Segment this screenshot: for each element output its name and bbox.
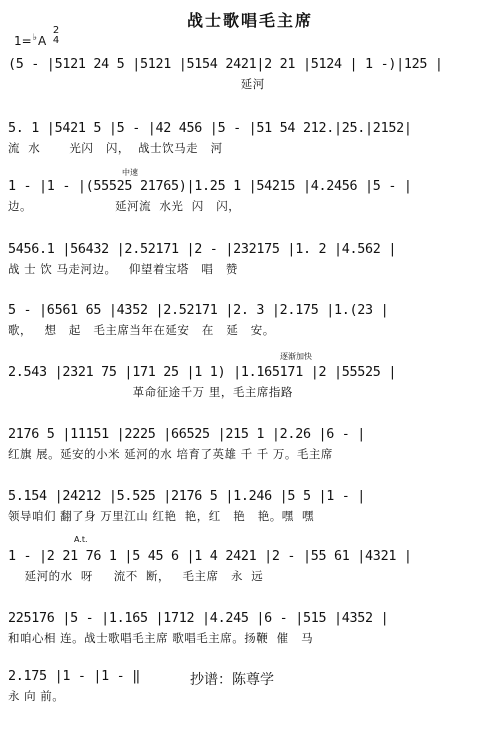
lyrics-row: 边。 延河流 水光 闪 闪，: [8, 199, 241, 213]
lyrics-row: 领导咱们 翻了身 万里江山 红艳 艳，红 艳 艳。嘿 嘿: [8, 509, 315, 523]
music-line-10: [8, 608, 494, 646]
lyrics-row: 红旗 展。延安的小米 延河的水 培育了英雄 千 千 万。毛主席: [8, 447, 333, 461]
lyrics-row: 歌， 想 起 毛主席当年在延安 在 延 安。: [8, 323, 275, 337]
transcriber-credit: 抄谱：陈尊学: [190, 672, 274, 688]
notation-row: 5. 1 |5421 5 |5 - |42 456 |5 - |51 54 212.|25.|2152|: [8, 121, 412, 136]
notation-row: 2.175 |1 - |1 - ‖: [8, 669, 140, 684]
tempo-mark-accelerando: 逐渐加快: [280, 352, 312, 361]
notation-row: 225176 |5 - |1.165 |1712 |4.245 |6 - |515 |4352 |: [8, 611, 389, 626]
lyrics-row: 永 向 前。: [8, 689, 65, 703]
music-line-1: [8, 54, 494, 92]
notation-row: 5 - |6561 65 |4352 |2.52171 |2. 3 |2.175 |1.(23 |: [8, 303, 389, 318]
music-line-6: [8, 362, 494, 400]
notation-row: 1 - |1 - |(55525 21765)|1.25 1 |54215 |4.2456 |5 - |: [8, 179, 412, 194]
music-line-7: [8, 424, 494, 462]
music-line-9: [8, 546, 494, 584]
lyrics-row: 流 水 光闪 闪， 战士饮马走 河: [8, 141, 223, 155]
tempo-mark-a-tempo: A.t.: [74, 535, 88, 544]
lyrics-row: 革命征途千万 里，毛主席指路: [8, 385, 293, 399]
music-line-11: [8, 666, 188, 704]
key-letter: A: [37, 34, 47, 48]
notation-row: 1 - |2 21 76 1 |5 45 6 |1 4 2421 |2 - |55 61 |4321 |: [8, 549, 412, 564]
tempo-mark-moderate: 中速: [122, 168, 138, 177]
key-prefix: 1=: [14, 34, 32, 48]
key-signature: [14, 33, 46, 48]
notation-row: 5456.1 |56432 |2.52171 |2 - |232175 |1. 2 |4.562 |: [8, 242, 397, 257]
time-signature: [51, 26, 61, 46]
music-line-4: [8, 239, 494, 277]
notation-row: 5.154 |24212 |5.525 |2176 5 |1.246 |5 5 |1 - |: [8, 489, 366, 504]
music-line-8: [8, 486, 494, 524]
flat-accidental: ♭: [32, 33, 37, 43]
lyrics-row: 延河的水 呀 流不 断， 毛主席 永 远: [8, 569, 264, 583]
time-signature-bottom: 4: [52, 35, 60, 46]
time-signature-top: 2: [52, 25, 60, 36]
lyrics-row: 战 士 饮 马走河边。 仰望着宝塔 唱 赞: [8, 262, 238, 276]
notation-row: 2.543 |2321 75 |171 25 |1 1) |1.165171 |2 |55525 |: [8, 365, 397, 380]
lyrics-row: 和咱心相 连。战士歌唱毛主席 歌唱毛主席。扬鞭 催 马: [8, 631, 314, 645]
music-line-5: [8, 300, 494, 338]
notation-row: 2176 5 |11151 |2225 |66525 |215 1 |2.26 |6 - |: [8, 427, 366, 442]
lyrics-row: 延河: [8, 77, 265, 91]
notation-row: (5 - |5121 24 5 |5121 |5154 2421|2 21 |5124 | 1 -)|125 |: [8, 57, 443, 72]
music-line-3: [8, 176, 494, 214]
music-line-2: [8, 118, 494, 156]
song-title: 战士歌唱毛主席: [186, 11, 313, 30]
